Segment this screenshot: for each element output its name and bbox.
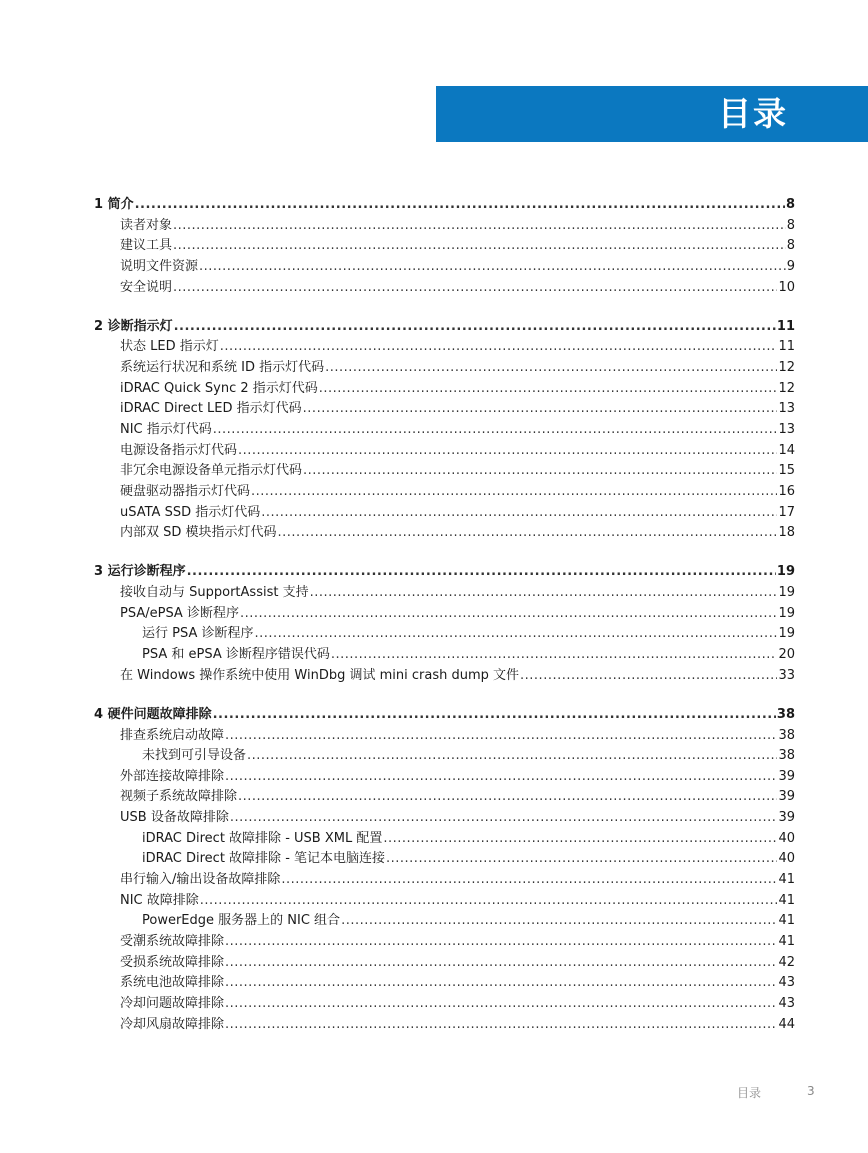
toc-entry[interactable] bbox=[142, 912, 795, 930]
toc-dot-leader bbox=[238, 442, 777, 460]
toc-dot-leader bbox=[230, 809, 778, 827]
toc-entry-page: 12 bbox=[778, 381, 795, 396]
toc-dot-leader bbox=[174, 318, 776, 336]
toc-entry-title: 非冗余电源设备单元指示灯代码 bbox=[120, 463, 303, 478]
toc-entry[interactable] bbox=[120, 954, 795, 972]
toc-entry-page: 15 bbox=[778, 463, 795, 478]
toc-entry-page: 43 bbox=[778, 996, 795, 1011]
toc-dot-leader bbox=[325, 359, 777, 377]
toc-entry-title: 读者对象 bbox=[120, 218, 173, 233]
toc-entry-page: 42 bbox=[778, 955, 795, 970]
toc-entry[interactable] bbox=[142, 850, 795, 868]
toc-entry[interactable] bbox=[120, 995, 795, 1013]
toc-entry-page: 9 bbox=[786, 259, 795, 274]
toc-entry[interactable] bbox=[120, 1016, 795, 1034]
toc-entry-page: 41 bbox=[778, 934, 795, 949]
title-banner bbox=[436, 86, 868, 142]
toc-entry[interactable] bbox=[142, 646, 795, 664]
toc-dot-leader bbox=[303, 400, 778, 418]
toc-entry-page: 38 bbox=[778, 748, 795, 763]
toc-entry[interactable] bbox=[120, 892, 795, 910]
toc-dot-leader bbox=[303, 462, 777, 480]
toc-dot-leader bbox=[199, 258, 786, 276]
footer-section-label: 目录 bbox=[737, 1086, 762, 1100]
toc-entry-page: 40 bbox=[778, 851, 795, 866]
toc-entry-title: 系统电池故障排除 bbox=[120, 975, 225, 990]
toc-entry-page: 43 bbox=[778, 975, 795, 990]
toc-dot-leader bbox=[200, 892, 778, 910]
toc-entry-title: uSATA SSD 指示灯代码 bbox=[120, 505, 261, 520]
toc-dot-leader bbox=[386, 850, 777, 868]
toc-entry-title: 视频子系统故障排除 bbox=[120, 789, 238, 804]
toc-entry-title: 安全说明 bbox=[120, 280, 173, 295]
toc-entry-page: 19 bbox=[778, 626, 795, 641]
toc-entry-title: NIC 指示灯代码 bbox=[120, 422, 212, 437]
toc-entry[interactable] bbox=[142, 625, 795, 643]
toc-entry-page: 41 bbox=[778, 872, 795, 887]
toc-dot-leader bbox=[331, 646, 778, 664]
toc-entry-page: 39 bbox=[778, 789, 795, 804]
toc-dot-leader bbox=[319, 380, 778, 398]
toc-entry[interactable] bbox=[142, 747, 795, 765]
toc-entry-title: PSA/ePSA 诊断程序 bbox=[120, 606, 239, 621]
toc-dot-leader bbox=[225, 933, 777, 951]
toc-entry-page: 44 bbox=[778, 1017, 795, 1032]
toc-entry-title: 系统运行状况和系统 ID 指示灯代码 bbox=[120, 360, 325, 375]
toc-entry[interactable] bbox=[120, 871, 795, 889]
footer-page-number: 3 bbox=[807, 1084, 815, 1098]
toc-dot-leader bbox=[247, 747, 777, 765]
toc-dot-leader bbox=[225, 954, 777, 972]
toc-entry[interactable] bbox=[120, 217, 795, 235]
toc-entry-title: 3 运行诊断程序 bbox=[94, 564, 186, 579]
toc-dot-leader bbox=[213, 706, 776, 724]
toc-entry-title: PSA 和 ePSA 诊断程序错误代码 bbox=[142, 647, 330, 662]
toc-entry[interactable] bbox=[120, 483, 795, 501]
toc-entry-title: 冷却问题故障排除 bbox=[120, 996, 225, 1011]
toc-entry-title: 4 硬件问题故障排除 bbox=[94, 707, 212, 722]
toc-dot-leader bbox=[225, 995, 777, 1013]
toc-entry[interactable] bbox=[120, 442, 795, 460]
toc-entry-title: 建议工具 bbox=[120, 238, 173, 253]
toc-entry[interactable] bbox=[120, 237, 795, 255]
toc-entry[interactable] bbox=[120, 788, 795, 806]
toc-entry-page: 16 bbox=[778, 484, 795, 499]
toc-entry-page: 20 bbox=[778, 647, 795, 662]
toc-entry[interactable] bbox=[94, 318, 795, 336]
toc-entry[interactable] bbox=[120, 258, 795, 276]
toc-dot-leader bbox=[383, 830, 777, 848]
toc-entry-title: 接收自动与 SupportAssist 支持 bbox=[120, 585, 309, 600]
toc-entry[interactable] bbox=[120, 524, 795, 542]
toc-dot-leader bbox=[225, 974, 777, 992]
toc-entry-page: 8 bbox=[785, 197, 795, 212]
toc-entry[interactable] bbox=[120, 584, 795, 602]
toc-entry-title: 运行 PSA 诊断程序 bbox=[142, 626, 254, 641]
toc-entry-title: 在 Windows 操作系统中使用 WinDbg 调试 mini crash dump 文件 bbox=[120, 668, 520, 683]
toc-entry-title: NIC 故障排除 bbox=[120, 893, 199, 908]
toc-entry[interactable] bbox=[120, 400, 795, 418]
toc-entry[interactable] bbox=[120, 933, 795, 951]
toc-entry-page: 40 bbox=[778, 831, 795, 846]
toc-dot-leader bbox=[173, 217, 786, 235]
toc-entry[interactable] bbox=[120, 338, 795, 356]
toc-entry-title: iDRAC Quick Sync 2 指示灯代码 bbox=[120, 381, 318, 396]
toc-entry[interactable] bbox=[120, 504, 795, 522]
toc-entry[interactable] bbox=[120, 727, 795, 745]
toc-entry-page: 13 bbox=[778, 422, 795, 437]
toc-entry-page: 11 bbox=[776, 319, 795, 334]
toc-dot-leader bbox=[310, 584, 778, 602]
toc-entry-title: 排查系统启动故障 bbox=[120, 728, 225, 743]
toc-entry-title: iDRAC Direct 故障排除 - USB XML 配置 bbox=[142, 831, 383, 846]
toc-entry-title: 说明文件资源 bbox=[120, 259, 199, 274]
toc-entry-title: 外部连接故障排除 bbox=[120, 769, 225, 784]
toc-entry-page: 18 bbox=[778, 525, 795, 540]
page-title: 目录 bbox=[718, 94, 788, 133]
toc-entry-title: 硬盘驱动器指示灯代码 bbox=[120, 484, 251, 499]
toc-entry-page: 8 bbox=[786, 218, 795, 233]
toc-entry[interactable] bbox=[120, 809, 795, 827]
toc-entry[interactable] bbox=[120, 605, 795, 623]
toc-entry-page: 39 bbox=[778, 769, 795, 784]
toc-entry[interactable] bbox=[120, 667, 795, 685]
toc-entry-page: 39 bbox=[778, 810, 795, 825]
toc-entry[interactable] bbox=[142, 830, 795, 848]
toc-entry-page: 12 bbox=[778, 360, 795, 375]
toc-entry[interactable] bbox=[120, 768, 795, 786]
toc-entry-page: 17 bbox=[778, 505, 795, 520]
toc-entry[interactable] bbox=[120, 279, 795, 297]
toc-dot-leader bbox=[520, 667, 777, 685]
toc-entry[interactable] bbox=[120, 462, 795, 480]
toc-entry[interactable] bbox=[120, 421, 795, 439]
toc-entry-page: 41 bbox=[778, 893, 795, 908]
toc-dot-leader bbox=[255, 625, 778, 643]
toc-dot-leader bbox=[225, 768, 777, 786]
toc-entry-title: 受潮系统故障排除 bbox=[120, 934, 225, 949]
toc-entry-page: 19 bbox=[778, 606, 795, 621]
toc-entry-title: 1 简介 bbox=[94, 197, 134, 212]
toc-entry-title: 电源设备指示灯代码 bbox=[120, 443, 238, 458]
toc-dot-leader bbox=[173, 237, 786, 255]
toc-entry-title: USB 设备故障排除 bbox=[120, 810, 229, 825]
toc-entry-page: 13 bbox=[778, 401, 795, 416]
toc-entry-page: 38 bbox=[778, 728, 795, 743]
toc-entry-title: 内部双 SD 模块指示灯代码 bbox=[120, 525, 277, 540]
toc-entry-page: 14 bbox=[778, 443, 795, 458]
toc-entry[interactable] bbox=[120, 380, 795, 398]
toc-entry-title: iDRAC Direct 故障排除 - 笔记本电脑连接 bbox=[142, 851, 386, 866]
toc-dot-leader bbox=[225, 727, 777, 745]
toc-entry-title: PowerEdge 服务器上的 NIC 组合 bbox=[142, 913, 341, 928]
toc-entry[interactable] bbox=[94, 706, 795, 724]
toc-entry-title: iDRAC Direct LED 指示灯代码 bbox=[120, 401, 302, 416]
toc-entry-page: 38 bbox=[776, 707, 795, 722]
toc-dot-leader bbox=[281, 871, 777, 889]
toc-entry-page: 19 bbox=[776, 564, 795, 579]
toc-dot-leader bbox=[238, 788, 777, 806]
toc-dot-leader bbox=[341, 912, 777, 930]
toc-dot-leader bbox=[261, 504, 777, 522]
toc-dot-leader bbox=[225, 1016, 777, 1034]
toc-entry-title: 串行输入/输出设备故障排除 bbox=[120, 872, 281, 887]
toc-entry-page: 41 bbox=[778, 913, 795, 928]
toc-entry-title: 状态 LED 指示灯 bbox=[120, 339, 219, 354]
toc-entry[interactable] bbox=[120, 974, 795, 992]
toc-dot-leader bbox=[251, 483, 777, 501]
toc-entry-title: 2 诊断指示灯 bbox=[94, 319, 173, 334]
toc-dot-leader bbox=[173, 279, 777, 297]
toc-entry[interactable] bbox=[120, 359, 795, 377]
toc-dot-leader bbox=[187, 563, 776, 581]
toc-entry-title: 冷却风扇故障排除 bbox=[120, 1017, 225, 1032]
toc-dot-leader bbox=[220, 338, 778, 356]
toc-dot-leader bbox=[213, 421, 778, 439]
toc-dot-leader bbox=[240, 605, 777, 623]
toc-entry-title: 未找到可引导设备 bbox=[142, 748, 247, 763]
toc-entry-page: 8 bbox=[786, 238, 795, 253]
toc-entry-page: 33 bbox=[778, 668, 795, 683]
toc-entry-title: 受损系统故障排除 bbox=[120, 955, 225, 970]
toc-dot-leader bbox=[278, 524, 778, 542]
toc-entry[interactable] bbox=[94, 196, 795, 214]
toc-dot-leader bbox=[135, 196, 785, 214]
toc-entry[interactable] bbox=[94, 563, 795, 581]
toc-entry-page: 10 bbox=[778, 280, 795, 295]
toc-entry-page: 11 bbox=[778, 339, 795, 354]
toc-entry-page: 19 bbox=[778, 585, 795, 600]
